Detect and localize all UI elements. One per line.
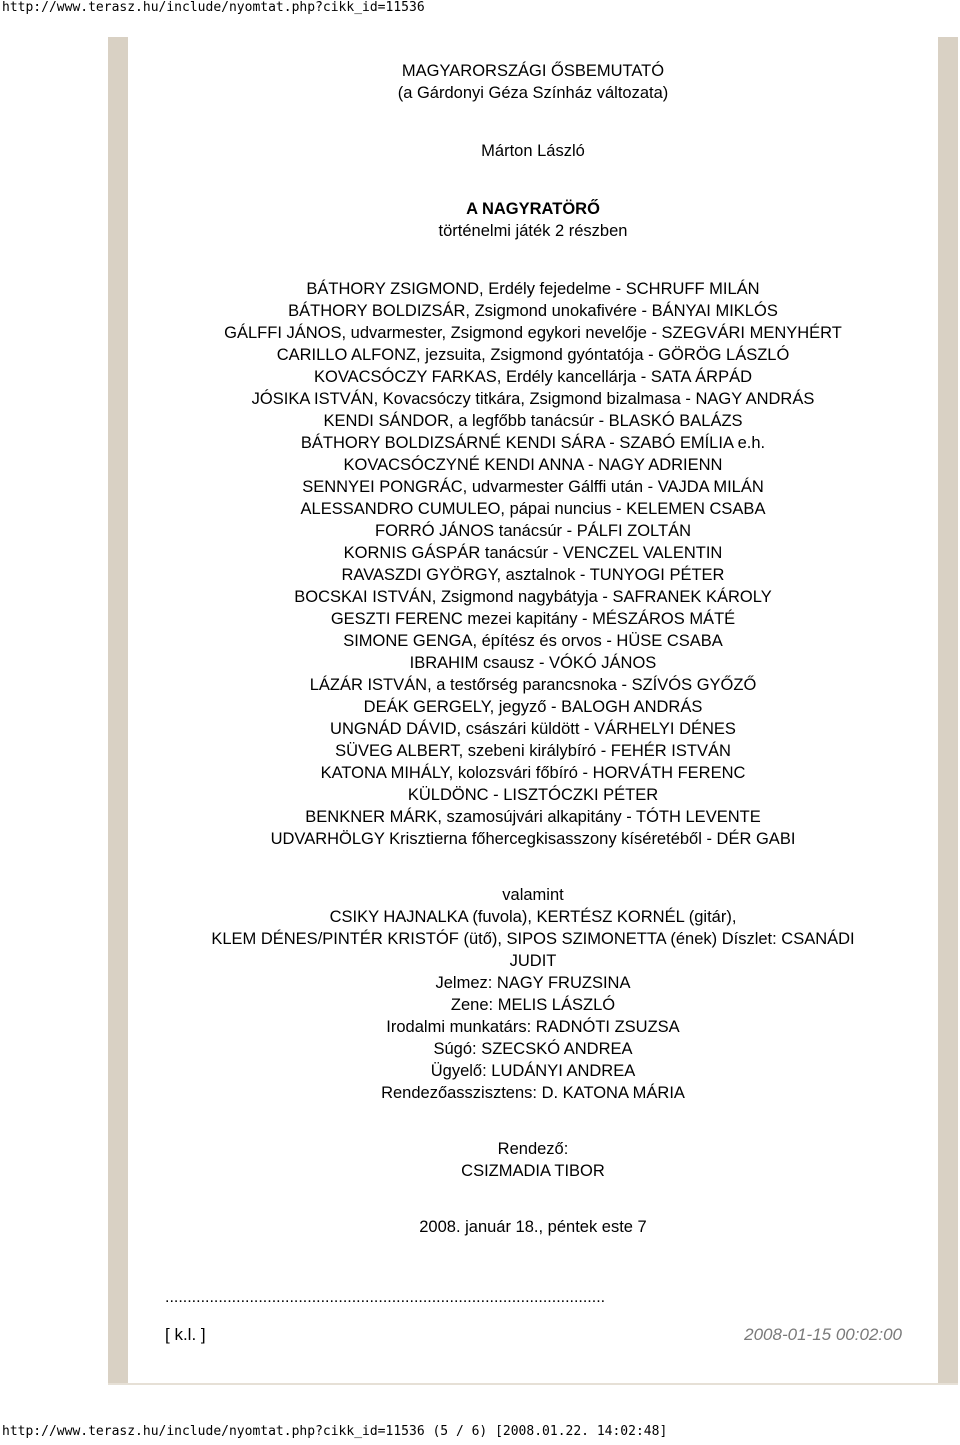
cast-line: SIMONE GENGA, építész és orvos - HÜSE CSABA	[343, 632, 723, 650]
article-content	[128, 60, 938, 1278]
print-footer-url: http://www.terasz.hu/include/nyomtat.php?cikk_id=11536 (5 / 6) [2008.01.22. 14:02:48]	[2, 1424, 668, 1439]
performance-date	[128, 1216, 938, 1238]
credit-line: KLEM DÉNES/PINTÉR KRISTÓF (ütő), SIPOS SZIMONETTA (ének) Díszlet: CSANÁDI	[211, 930, 855, 948]
director-block	[128, 1138, 938, 1182]
credit-line: Ügyelő: LUDÁNYI ANDREA	[430, 1062, 636, 1080]
cast-list	[128, 278, 938, 850]
credit-line: Jelmez: NAGY FRUZSINA	[435, 974, 631, 992]
author-name	[128, 140, 938, 162]
cast-line: BENKNER MÁRK, szamosújvári alkapitány - TÓTH LEVENTE	[305, 808, 761, 826]
cast-line: BÁTHORY BOLDIZSÁR, Zsigmond unokafivére - BÁNYAI MIKLÓS	[288, 302, 778, 320]
cast-line: GÁLFFI JÁNOS, udvarmester, Zsigmond egykori nevelője - SZEGVÁRI MENYHÉRT	[224, 324, 842, 342]
premiere-header	[128, 60, 938, 104]
cast-line: BOCSKAI ISTVÁN, Zsigmond nagybátyja - SAFRANEK KÁROLY	[294, 588, 772, 606]
cast-line: UNGNÁD DÁVID, császári küldött - VÁRHELYI DÉNES	[330, 720, 736, 738]
credit-line: valamint	[502, 886, 564, 904]
cast-line: KORNIS GÁSPÁR tanácsúr - VENCZEL VALENTIN	[343, 544, 723, 562]
cast-line: DEÁK GERGELY, jegyző - BALOGH ANDRÁS	[363, 698, 703, 716]
credit-line: JUDIT	[509, 952, 557, 970]
cast-line: LÁZÁR ISTVÁN, a testőrség parancsnoka - SZÍVÓS GYŐZŐ	[309, 676, 757, 694]
author-signature: [ k.l. ]	[165, 1325, 206, 1344]
cast-line: SENNYEI PONGRÁC, udvarmester Gálffi után - VAJDA MILÁN	[302, 478, 764, 496]
credit-line: Rendezőasszisztens: D. KATONA MÁRIA	[381, 1084, 685, 1102]
credit-line: CSIKY HAJNALKA (fuvola), KERTÉSZ KORNÉL (gitár),	[329, 908, 737, 926]
cast-line: KÜLDÖNC - LISZTÓCZKI PÉTER	[407, 786, 659, 804]
cast-line: KOVACSÓCZY FARKAS, Erdély kancellárja - SATA ÁRPÁD	[314, 368, 752, 386]
performance-date-text: 2008. január 18., péntek este 7	[419, 1218, 647, 1236]
cast-line: BÁTHORY ZSIGMOND, Erdély fejedelme - SCHRUFF MILÁN	[306, 280, 760, 298]
cast-line: GESZTI FERENC mezei kapitány - MÉSZÁROS MÁTÉ	[330, 610, 736, 628]
play-title: A NAGYRATÖRŐ	[466, 200, 600, 218]
play-title-block	[128, 198, 938, 242]
cast-line: KATONA MIHÁLY, kolozsvári főbíró - HORVÁTH FERENC	[320, 764, 746, 782]
credit-line: Irodalmi munkatárs: RADNÓTI ZSUZSA	[386, 1018, 680, 1036]
cast-line: IBRAHIM csausz - VÓKÓ JÁNOS	[409, 654, 657, 672]
page-frame-right	[938, 37, 958, 1385]
page-frame-left	[108, 37, 128, 1385]
cast-line: CARILLO ALFONZ, jezsuita, Zsigmond gyóntatója - GÖRÖG LÁSZLÓ	[276, 346, 790, 364]
cast-line: UDVARHÖLGY Krisztierna főhercegkisasszony kíséretéből - DÉR GABI	[270, 830, 796, 848]
cast-line: BÁTHORY BOLDIZSÁRNÉ KENDI SÁRA - SZABÓ EMÍLIA e.h.	[300, 434, 766, 452]
cast-line: JÓSIKA ISTVÁN, Kovacsóczy titkára, Zsigmond bizalmasa - NAGY ANDRÁS	[251, 390, 815, 408]
credit-line: Súgó: SZECSKÓ ANDREA	[433, 1040, 633, 1058]
publish-timestamp: 2008-01-15 00:02:00	[744, 1325, 902, 1344]
cast-line: KENDI SÁNDOR, a legfőbb tanácsúr - BLASKÓ BALÁZS	[323, 412, 743, 430]
cast-line: FORRÓ JÁNOS tanácsúr - PÁLFI ZOLTÁN	[374, 522, 691, 540]
director-name: CSIZMADIA TIBOR	[461, 1162, 605, 1180]
version-label: (a Gárdonyi Géza Színház változata)	[397, 84, 669, 102]
credit-line: Zene: MELIS LÁSZLÓ	[450, 996, 616, 1014]
print-header-url: http://www.terasz.hu/include/nyomtat.php?cikk_id=11536	[2, 0, 425, 15]
cast-line: KOVACSÓCZYNÉ KENDI ANNA - NAGY ADRIENN	[343, 456, 723, 474]
premiere-label: MAGYARORSZÁGI ŐSBEMUTATÓ	[401, 62, 665, 80]
cast-line: SÜVEG ALBERT, szebeni királybíró - FEHÉR ISTVÁN	[335, 742, 731, 760]
author-text: Márton László	[481, 142, 585, 160]
page-frame-bottom	[108, 1383, 958, 1385]
cast-line: RAVASZDI GYÖRGY, asztalnok - TUNYOGI PÉTER	[341, 566, 725, 584]
director-label: Rendező:	[497, 1140, 569, 1158]
separator-dots: ...................................................................................................	[165, 1289, 606, 1306]
play-subtitle: történelmi játék 2 részben	[438, 222, 628, 240]
cast-line: ALESSANDRO CUMULEO, pápai nuncius - KELEMEN CSABA	[300, 500, 766, 518]
credits-list	[128, 884, 938, 1104]
